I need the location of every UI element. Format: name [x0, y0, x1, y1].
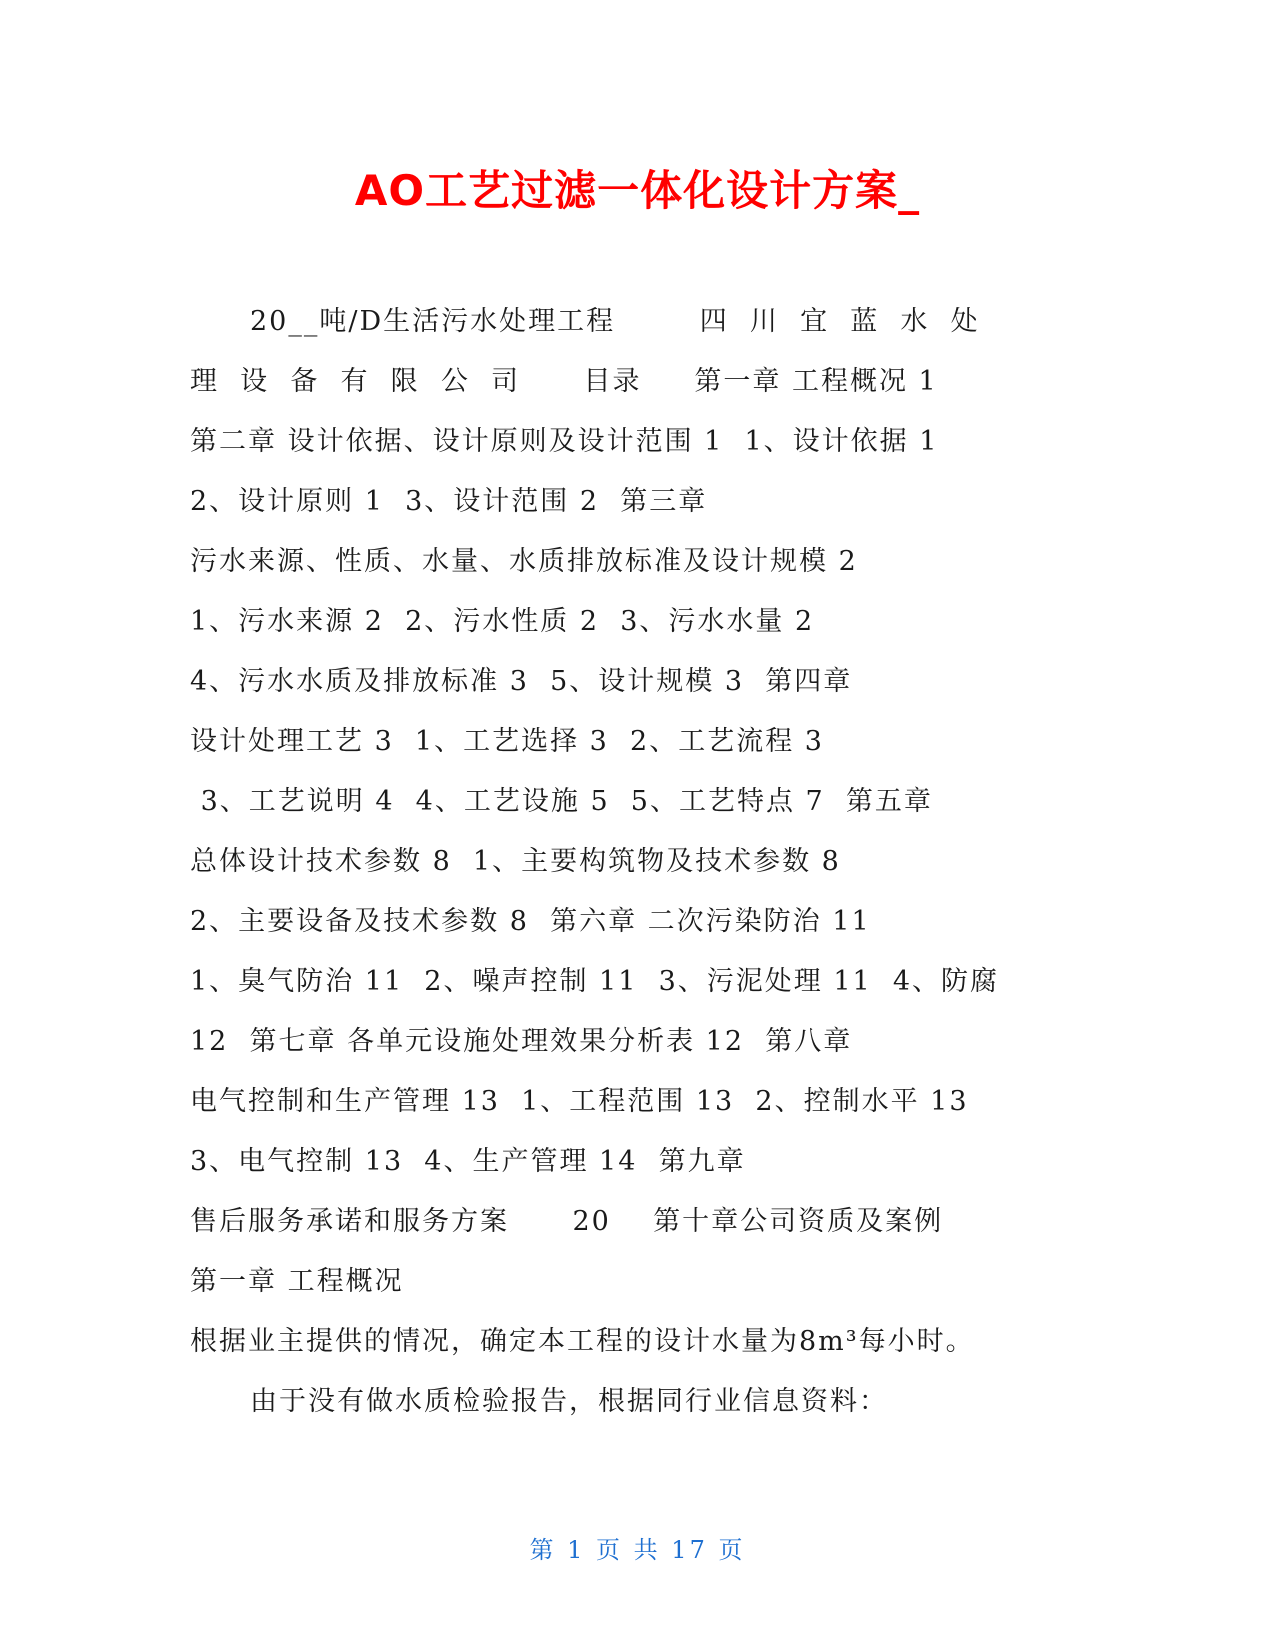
section-heading: 第一章 工程概况: [190, 1266, 404, 1297]
text-line: 由于没有做水质检验报告，根据同行业信息资料：: [250, 1386, 888, 1417]
text-line: 根据业主提供的情况，确定本工程的设计水量为8m³每小时。: [190, 1326, 975, 1357]
text-line: 1、臭气防治 11 2、噪声控制 11 3、污泥处理 11 4、防腐: [190, 966, 1000, 997]
text-line: 3、电气控制 13 4、生产管理 14 第九章: [190, 1146, 746, 1177]
text-line: 理 设 备 有 限 公 司 目录 第一章 工程概况 1: [190, 366, 938, 397]
text-line: 3、工艺说明 4 4、工艺设施 5 5、工艺特点 7 第五章: [190, 786, 933, 817]
document-title: AO工艺过滤一体化设计方案_: [354, 166, 921, 215]
text-line: 电气控制和生产管理 13 1、工程范围 13 2、控制水平 13: [190, 1086, 969, 1117]
text-line: 4、污水水质及排放标准 3 5、设计规模 3 第四章: [190, 666, 853, 697]
text-line: 2、主要设备及技术参数 8 第六章 二次污染防治 11: [190, 906, 871, 937]
page-number-footer: 第 1 页 共 17 页: [529, 1536, 746, 1564]
text-line: 12 第七章 各单元设施处理效果分析表 12 第八章: [190, 1026, 853, 1057]
text-line: 设计处理工艺 3 1、工艺选择 3 2、工艺流程 3: [190, 726, 824, 757]
text-line: 2、设计原则 1 3、设计范围 2 第三章: [190, 486, 708, 517]
document-body: [190, 292, 1090, 1432]
text-line: 第二章 设计依据、设计原则及设计范围 1 1、设计依据 1: [190, 426, 939, 457]
text-line: 1、污水来源 2 2、污水性质 2 3、污水水量 2: [190, 606, 815, 637]
text-line: 售后服务承诺和服务方案 20 第十章公司资质及案例: [190, 1206, 944, 1237]
text-line: 总体设计技术参数 8 1、主要构筑物及技术参数 8: [190, 846, 841, 877]
text-line: 20__吨/D生活污水处理工程 四 川 宜 蓝 水 处: [250, 306, 980, 337]
text-line: 污水来源、性质、水量、水质排放标准及设计规模 2: [190, 546, 858, 577]
